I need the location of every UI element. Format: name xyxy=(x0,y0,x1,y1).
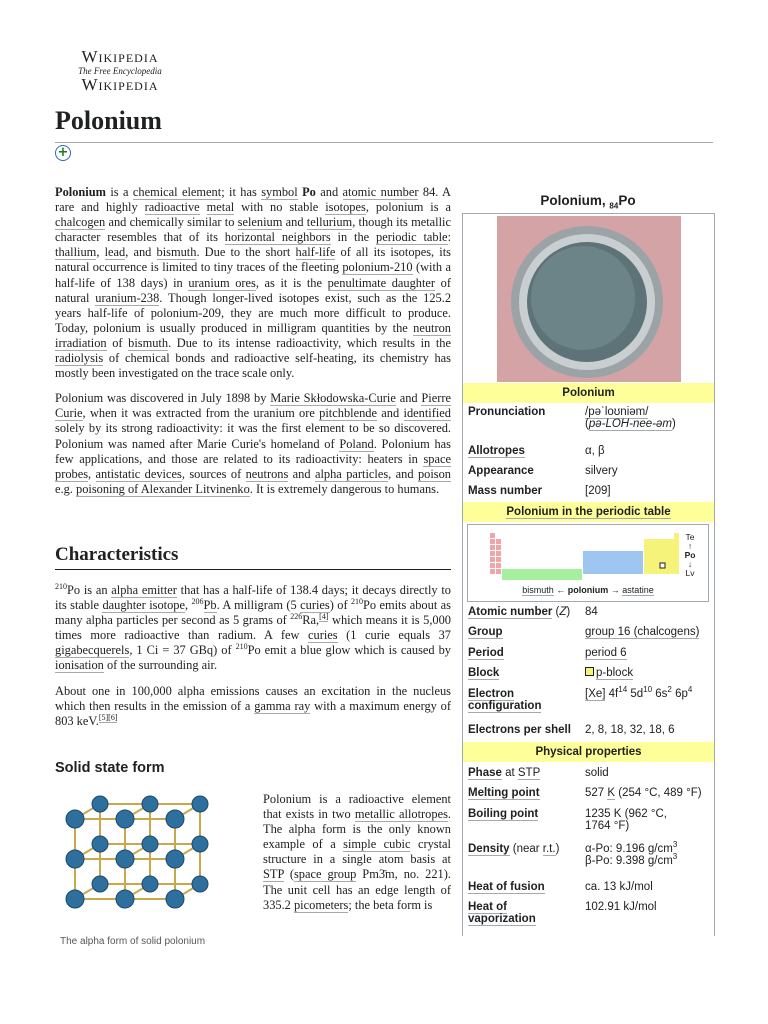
link[interactable]: [Xe] xyxy=(585,688,606,700)
link[interactable]: Block xyxy=(468,667,500,679)
link[interactable]: Density xyxy=(468,843,510,855)
reference-link[interactable]: [6] xyxy=(108,712,118,722)
arrow-up-icon: ↑ xyxy=(687,541,693,551)
characteristics-section xyxy=(55,583,451,739)
link[interactable]: neutron irradiation xyxy=(55,320,451,350)
solid-state-paragraph: Polonium is a radioactive element that exists in two metallic allotropes. The alpha form is the only known example of a simple cubic crystal structure in a single atom basis at STP (space group Pm3̄m, no. 221). The unit cell has an edge length of 335.2 picometers; the beta form is xyxy=(263,792,451,912)
wikipedia-logo[interactable] xyxy=(55,48,185,94)
link[interactable]: neutrons xyxy=(245,466,289,481)
link[interactable]: Heat of xyxy=(468,901,507,913)
link[interactable]: half-life xyxy=(295,245,336,260)
link[interactable]: Group xyxy=(468,626,503,638)
link[interactable]: Marie Skłodowska-Curie xyxy=(270,391,396,406)
title-divider xyxy=(55,142,713,143)
link[interactable]: STP xyxy=(263,867,284,882)
link[interactable]: polonium-210 xyxy=(342,260,413,275)
polonium-disc-image xyxy=(497,216,681,382)
link[interactable]: group 16 (chalcogens) xyxy=(585,626,700,638)
infobox-title: Polonium, $_{84}$Po xyxy=(540,193,636,211)
intro-section xyxy=(55,185,451,507)
link[interactable]: alpha emitter xyxy=(111,583,177,597)
link[interactable]: tellurium xyxy=(306,215,353,230)
link[interactable]: uranium-238 xyxy=(95,290,160,305)
page-title: Polonium xyxy=(55,106,162,135)
link[interactable]: bismuth xyxy=(156,245,197,260)
link[interactable]: simple cubic xyxy=(343,837,411,852)
link[interactable]: Phase xyxy=(468,767,502,779)
link[interactable]: Pb xyxy=(203,598,217,613)
thumbnail-caption: The alpha form of solid polonium xyxy=(60,936,206,947)
link[interactable]: chemical element xyxy=(132,185,222,199)
characteristics-paragraph-2: About one in 100,000 alpha emissions causes an excitation in the nucleus which then results in the emission of a gamma ray with a maximum energy of 803 keV.[5][6] xyxy=(55,683,451,728)
link[interactable]: poison xyxy=(417,466,451,481)
intro-paragraph-1: Polonium is a chemical element; it has symbol Po and atomic number 84. A rare and highly radioactive metal with no stable isotopes, polonium is a chalcogen and chemically similar to selenium and tellurium, though its metallic character resembles that of its horizontal neighbors in the periodic table: thallium, lead, and bismuth. Due to the short half-life of all its isotopes, its natural occurrence is limited to tiny traces of the fleeting polonium-210 (with a half-life of 138 days) in uranium ores, as it is the penultimate daughter of natural uranium-238. Though longer-lived isotopes exist, such as the 125.2 years half-life of polonium-209, they are much more difficult to produce. Today, polonium is usually produced in milligram quantities by the neutron irradiation of bismuth. Due to its intense radioactivity, which results in the radiolysis of chemical bonds and radioactive self-heating, its chemistry has mostly been investigated on the trace scale only. xyxy=(55,185,452,381)
link[interactable]: astatine xyxy=(622,585,654,595)
link[interactable]: Atomic number xyxy=(468,606,553,618)
link[interactable]: ionisation xyxy=(55,658,104,673)
link[interactable]: Poland xyxy=(339,436,374,451)
link[interactable]: Heat of fusion xyxy=(468,881,545,893)
reference-link[interactable]: [4] xyxy=(319,612,329,622)
link[interactable]: isotopes xyxy=(325,200,366,215)
periodic-table-thumbnail[interactable] xyxy=(467,524,709,602)
crystal-lattice-image xyxy=(55,789,243,929)
link[interactable]: period 6 xyxy=(585,647,627,659)
link[interactable]: periodic table xyxy=(376,230,448,245)
infobox: Polonium Pronunciation /pəˈloʊniəm/ (pə-LOH-nee-əm) Allotropes α, β Appearance silvery Mass number [209] Polonium in the periodic table Te ↑ Po ↓ Lv bismuth ← polonium → astatine Atomic number (Z) 84 Group group 16 (chalcogens) Period period 6 Block p-block Electron configuration [Xe] $4f^{14}$ $5d^{10}$ $6s^2$ $6p^4$ Electrons per shell 2, 8, 18, 32, 18, 6 Physical properties Phase at STP solid Melting point 527 K (254 °C, 489 °F) Boiling point 1235 K (962 °C, 1764 °F) Density (near r.t.) α-Po: 9.196 $g/cm^3$ β-Po: 9.398 $g/cm^3$ Heat of fusion ca. 13 kJ/mol Heat of vaporization 102.91 kJ/mol xyxy=(462,213,715,936)
link[interactable]: radioactive xyxy=(144,200,200,215)
link[interactable]: bismuth xyxy=(128,335,169,350)
link[interactable]: bismuth xyxy=(522,585,554,595)
link[interactable]: Allotropes xyxy=(468,445,525,457)
link[interactable]: r.t. xyxy=(542,843,556,855)
link[interactable]: Period xyxy=(468,647,504,659)
link[interactable]: space group xyxy=(293,867,357,882)
link[interactable]: p-block xyxy=(596,667,634,679)
link[interactable]: K xyxy=(607,787,616,799)
periodic-table-current: Po xyxy=(684,550,696,560)
periodic-table-below: Lv xyxy=(685,568,695,578)
link[interactable]: Pierre Curie xyxy=(55,391,451,421)
link[interactable]: metallic allotropes xyxy=(354,807,448,822)
arrow-down-icon: ↓ xyxy=(687,559,693,569)
link[interactable]: /pəˈloʊniəm/ xyxy=(585,406,649,418)
link[interactable]: daughter isotope xyxy=(102,598,185,613)
link[interactable]: gamma ray xyxy=(254,698,311,713)
link[interactable]: Electron xyxy=(468,688,515,700)
link[interactable]: pə-LOH-nee-əm xyxy=(588,418,672,430)
link[interactable]: curies xyxy=(308,628,338,643)
link[interactable]: penultimate daughter xyxy=(327,275,436,290)
polonium-sample-photo[interactable] xyxy=(497,216,681,382)
section-heading-characteristics: Characteristics xyxy=(55,544,451,570)
infobox-section-header: Physical properties xyxy=(463,742,714,762)
link[interactable]: chalcogen xyxy=(55,215,106,230)
link[interactable]: selenium xyxy=(237,215,283,230)
link[interactable]: picometers xyxy=(293,897,349,912)
add-icon[interactable]: + xyxy=(55,145,71,161)
link[interactable]: antistatic devices xyxy=(95,466,182,481)
periodic-table-neighbors: bismuth ← polonium → astatine xyxy=(522,585,654,595)
link[interactable]: radiolysis xyxy=(55,351,104,366)
link[interactable]: Polonium in the periodic table xyxy=(506,506,671,518)
logo-tagline: The Free Encyclopedia xyxy=(78,66,162,76)
p-block-swatch-icon xyxy=(585,667,594,676)
link[interactable]: horizontal neighbors xyxy=(224,230,331,245)
link[interactable]: atomic number xyxy=(342,185,419,199)
link[interactable]: poisoning of Alexander Litvinenko xyxy=(76,481,250,496)
link[interactable]: pitchblende xyxy=(319,406,377,421)
characteristics-paragraph-1: $^{210}$Po is an alpha emitter that has a half-life of 138.4 days; it decays directly to its stable daughter isotope, $^{206}$Pb. A milligram (5 curies) of $^{210}$Po emits about as many alpha particles per second as 5 grams of $^{226}$Ra,[4] which means it is 5,000 times more radioactive than radium. A few curies (1 curie equals 37 gigabecquerels, 1 Ci = 37 GBq) of $^{210}$Po emit a blue glow which is caused by ionisation of the surrounding air. xyxy=(55,581,452,673)
infobox-section-header xyxy=(463,502,714,522)
link[interactable]: thallium xyxy=(55,245,97,260)
section-heading-solid-state: Solid state form xyxy=(55,760,165,776)
link[interactable]: curies xyxy=(300,598,330,613)
link[interactable]: uranium ores xyxy=(188,275,256,290)
link[interactable]: metal xyxy=(206,200,235,215)
link[interactable]: space probes xyxy=(55,451,451,481)
link[interactable]: alpha particles xyxy=(314,466,389,481)
link[interactable]: Melting point xyxy=(468,787,540,799)
link[interactable]: configuration xyxy=(468,700,542,712)
periodic-table-above: Te xyxy=(685,532,695,542)
link[interactable]: lead xyxy=(104,245,126,260)
reference-link[interactable]: [5] xyxy=(98,712,109,722)
logo-wordmark: Wikipedia xyxy=(81,47,159,66)
crystal-structure-thumbnail[interactable] xyxy=(55,789,243,947)
logo-wordmark-2: Wikipedia xyxy=(81,75,159,94)
link[interactable]: gigabecquerels xyxy=(55,643,130,658)
link[interactable]: symbol xyxy=(261,185,298,199)
link[interactable]: STP xyxy=(517,767,541,779)
link[interactable]: vaporization xyxy=(468,913,536,925)
infobox-section-header: Polonium xyxy=(463,383,714,403)
link[interactable]: Boiling point xyxy=(468,808,539,820)
link[interactable]: identified xyxy=(403,406,451,421)
intro-paragraph-2: Polonium was discovered in July 1898 by Marie Skłodowska-Curie and Pierre Curie, when it was extracted from the uranium ore pitchblende and identified solely by its strong radioactivity: it was the first element to be so discovered. Polonium was named after Marie Curie's homeland of Poland. Polonium has few applications, and those are related to its radioactivity: heaters in space probes, antistatic devices, sources of neutrons and alpha particles, and poison e.g. poisoning of Alexander Litvinenko. It is extremely dangerous to humans. xyxy=(55,391,451,496)
